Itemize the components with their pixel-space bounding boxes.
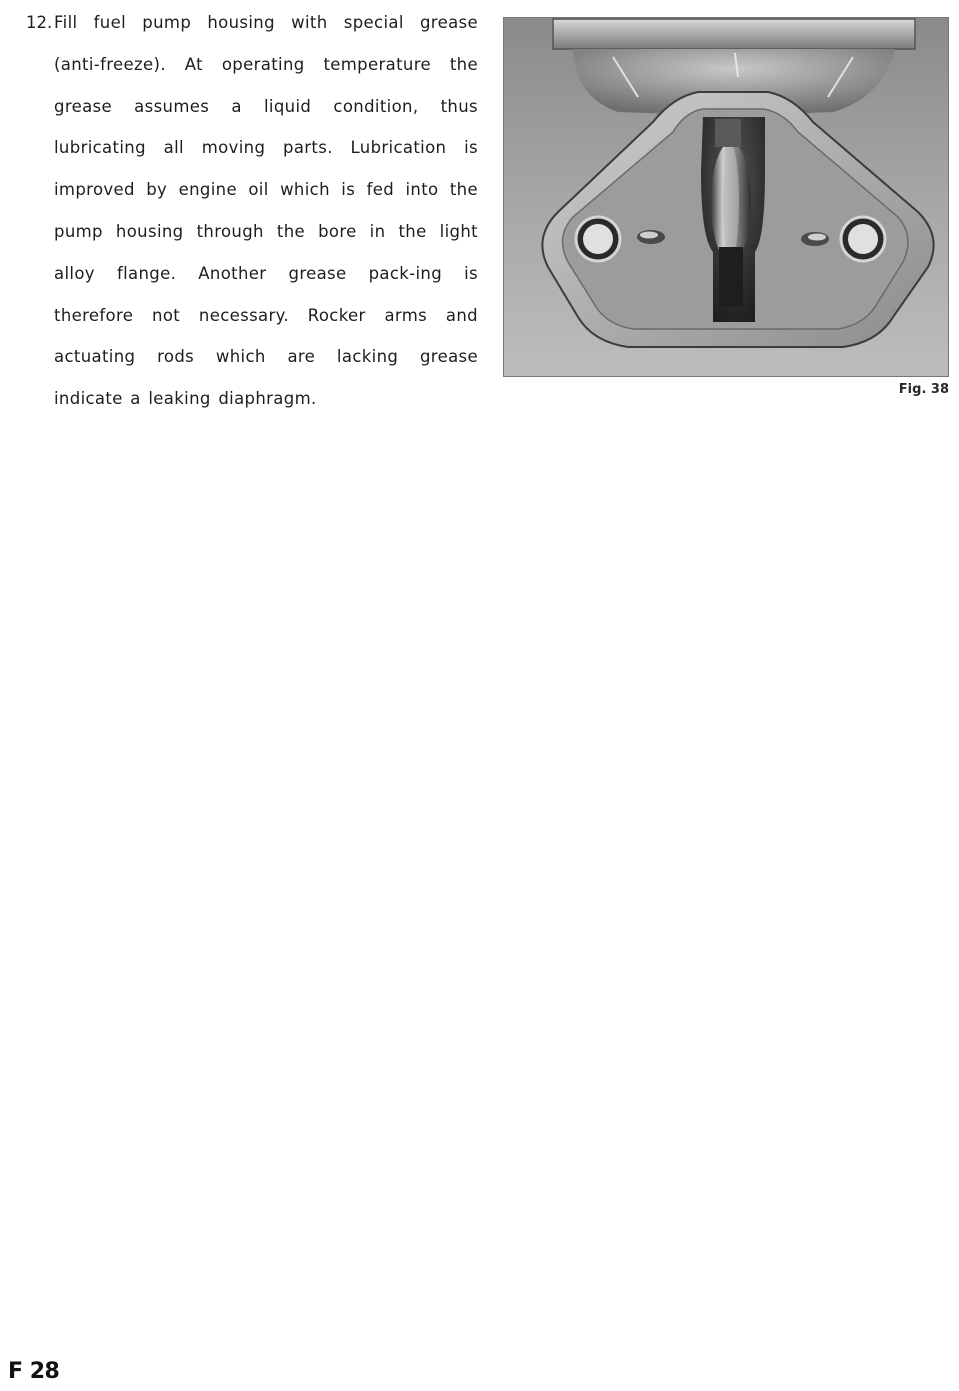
figure-caption: Fig. 38 bbox=[898, 382, 949, 397]
instruction-step bbox=[26, 2, 478, 420]
page-number: F 28 bbox=[8, 1359, 60, 1384]
step-text: Fill fuel pump housing with special grease (anti-freeze). At operating temperature the grease assumes a liquid condition, thus lubricating all moving parts. Lubrication is improved by engine oil which is fed into the pump housing through the bore in the light alloy flange. Another grease pack-ing is therefore not necessary. Rocker arms and actuating rods which are lacking grease indicate a leaking diaphragm. bbox=[54, 13, 478, 409]
fuel-pump-photo bbox=[503, 17, 949, 377]
step-number: 12. bbox=[26, 13, 53, 32]
